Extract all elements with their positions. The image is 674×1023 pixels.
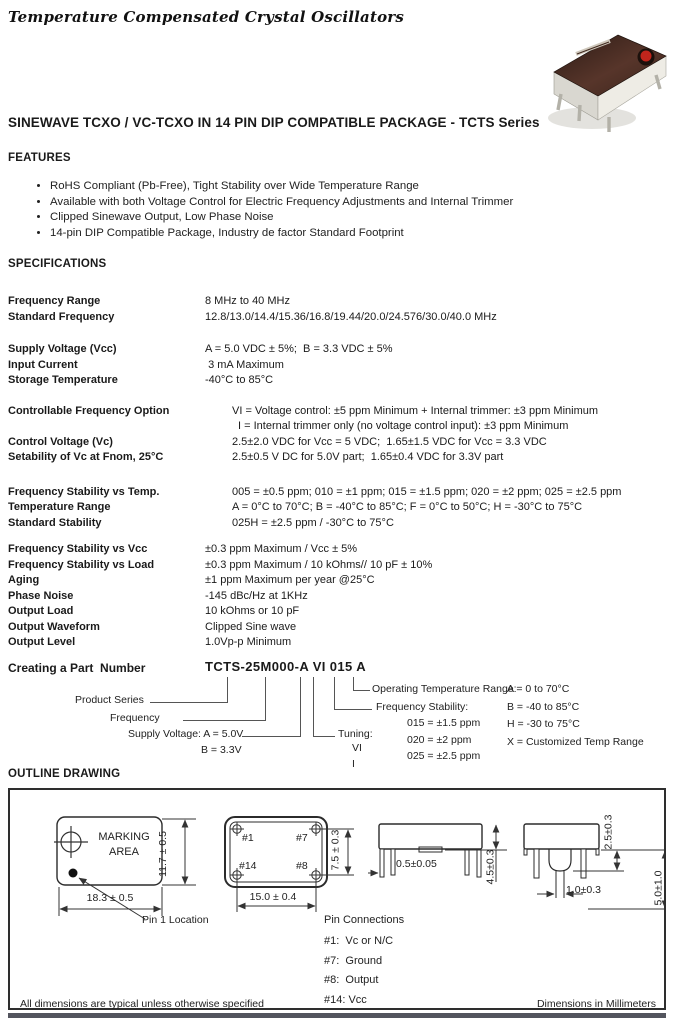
end-view-trimmer-dome — [549, 849, 571, 871]
dim-height-top-view: 11.7 ± 0.5 — [157, 831, 170, 877]
spec-value — [232, 485, 621, 501]
footer-bar — [8, 1013, 666, 1018]
pn-frequency-label: Frequency — [110, 712, 160, 724]
side-view-body — [379, 824, 482, 849]
marking-area-label — [88, 830, 160, 860]
pn-stability-option: 015 = ±1.5 ppm — [407, 717, 481, 729]
pn-stability-label: Frequency Stability: — [376, 701, 469, 713]
spec-value — [205, 558, 432, 574]
spec-value — [205, 310, 497, 326]
spec-label: Frequency Stability vs Load — [8, 558, 155, 571]
pin-label-8: #8 — [296, 860, 308, 872]
pn-tuning-option: I — [352, 758, 355, 770]
spec-value — [232, 450, 503, 466]
marking-line1: MARKING — [98, 831, 150, 843]
spec-value-line: ±0.3 ppm Maximum / Vcc ± 5% — [205, 543, 358, 555]
spec-row — [8, 342, 668, 358]
spec-row — [8, 358, 668, 374]
spec-group — [8, 485, 668, 532]
spec-label: Aging — [8, 574, 40, 586]
pn-tuning-label: Tuning: — [338, 728, 373, 740]
spec-label: Control Voltage (Vc) — [8, 435, 113, 448]
spec-row — [8, 500, 668, 516]
spec-value — [205, 573, 375, 589]
spec-value — [205, 373, 273, 389]
part-number-title: Creating a Part Number — [8, 661, 146, 675]
spec-row — [8, 620, 668, 636]
spec-value-line: VI = Voltage control: ±5 ppm Minimum + Internal trimmer: ±3 ppm Minimum — [232, 404, 599, 417]
spec-value-line: 005 = ±0.5 ppm; 010 = ±1 ppm; 015 = ±1.5 ppm; 020 = ±2 ppm; 025 = ±2.5 ppm — [232, 485, 622, 498]
features-list — [30, 179, 513, 241]
dim-pin-diameter: 1.0±0.3 — [566, 884, 601, 896]
end-view-pins — [524, 849, 599, 878]
pin-connection-item: #8: Output — [324, 974, 379, 986]
trimmer-crosshair-icon — [54, 826, 88, 858]
spec-value-line: 025H = ±2.5 ppm / -30°C to 75°C — [232, 516, 394, 529]
pin-connection-item: #7: Ground — [324, 954, 383, 967]
spec-label: Output Waveform — [8, 620, 100, 633]
dim-width-bottom-view: 15.0 ± 0.4 — [249, 891, 297, 903]
spec-value — [232, 516, 394, 532]
spec-value-line: 1.0Vp-p Minimum — [205, 636, 292, 648]
pin-label-7: #7 — [296, 832, 308, 844]
spec-row — [8, 373, 668, 389]
dim-width-top-view: 18.3 ± 0.5 — [86, 892, 134, 904]
spec-value-line: -145 dBc/Hz at 1KHz — [205, 589, 308, 602]
connector-tuning — [313, 677, 335, 737]
spec-value-line: 8 MHz to 40 MHz — [205, 295, 290, 307]
spec-value — [232, 500, 582, 516]
connector-supply-voltage — [242, 677, 301, 737]
pin-crosshair-icons — [230, 822, 323, 882]
spec-value — [205, 604, 299, 620]
connector-temp-range — [353, 677, 370, 691]
spec-label: Setability of Vc at Fnom, 25°C — [8, 451, 164, 463]
spec-value-line: 12.8/13.0/14.4/15.36/16.8/19.44/20.0/24.576/30.0/40.0 MHz — [205, 310, 497, 323]
spec-value — [205, 635, 291, 651]
pin-label-1: #1 — [242, 832, 254, 844]
product-photo — [546, 28, 674, 140]
spec-label: Standard Frequency — [8, 310, 115, 323]
spec-label: Supply Voltage (Vcc) — [8, 343, 117, 355]
spec-row — [8, 516, 668, 532]
main-heading: SINEWAVE TCXO / VC-TCXO IN 14 PIN DIP COMPATIBLE PACKAGE - TCTS Series — [8, 115, 540, 130]
outline-note-left: All dimensions are typical unless otherwise specified — [20, 998, 264, 1010]
spec-value-line: 2.5±0.5 V DC for 5.0V part; 1.65±0.4 VDC for 3.3V part — [232, 451, 504, 463]
pin-connection-item: #14: Vcc — [324, 993, 367, 1006]
features-title: FEATURES — [8, 152, 71, 164]
spec-row — [8, 435, 668, 451]
pn-tuning-option: VI — [352, 742, 362, 754]
pin1-dot — [69, 869, 78, 878]
spec-label: Output Load — [8, 605, 74, 617]
spec-value-line: ±0.3 ppm Maximum / 10 kOhms// 10 pF ± 10% — [205, 558, 433, 571]
spec-row — [8, 542, 668, 558]
spec-value-line: -40°C to 85°C — [205, 374, 274, 386]
pn-product-series-label: Product Series — [75, 694, 144, 706]
dim-body-height: 4.5±0.3 — [484, 849, 496, 885]
outline-box — [8, 788, 666, 1010]
spec-group — [8, 542, 668, 651]
pin1-location-label: Pin 1 Location — [142, 914, 209, 926]
spec-group — [8, 294, 668, 325]
spec-row — [8, 485, 668, 501]
spec-value — [205, 342, 393, 358]
spec-value — [205, 294, 290, 310]
pin-label-14: #14 — [239, 860, 257, 872]
trimmer-dot-red — [641, 51, 652, 62]
spec-row — [8, 310, 668, 326]
spec-row — [8, 573, 668, 589]
outline-note-right: Dimensions in Millimeters — [536, 998, 656, 1010]
outline-title: OUTLINE DRAWING — [8, 768, 121, 780]
pin-connection-item: #1: Vc or N/C — [324, 935, 394, 947]
bottom-view-inner — [230, 822, 322, 882]
pn-stability-option: 020 = ±2 ppm — [407, 733, 472, 746]
pin-connections-list — [324, 935, 393, 1013]
feature-item: • 14-pin DIP Compatible Package, Industry de factor Standard Footprint — [50, 226, 513, 242]
spec-value-line: I = Internal trimmer only (no voltage control input): ±3 ppm Minimum — [238, 420, 569, 432]
spec-label: Frequency Stability vs Vcc — [8, 543, 148, 555]
feature-item: • RoHS Compliant (Pb-Free), Tight Stability over Wide Temperature Range — [50, 179, 513, 195]
part-number-example: TCTS-25M000-A VI 015 A — [205, 659, 366, 674]
pn-temp-option: H = -30 to 75°C — [507, 718, 580, 730]
pn-temp-option: X = Customized Temp Range — [507, 735, 644, 748]
spec-row — [8, 450, 668, 466]
dim-pin-length: 5.0±1.0 — [652, 870, 664, 906]
dim-trimmer-height: 2.5±0.3 — [602, 814, 614, 850]
spec-row — [8, 294, 668, 310]
spec-label: Frequency Stability vs Temp. — [8, 485, 160, 498]
pn-temp-options — [507, 683, 644, 753]
spec-label: Controllable Frequency Option — [8, 404, 170, 417]
spec-value-line: 10 kOhms or 10 pF — [205, 605, 300, 617]
spec-value-line: Clipped Sine wave — [205, 620, 297, 633]
spec-row — [8, 604, 668, 620]
spec-row — [8, 635, 668, 651]
spec-row — [8, 404, 668, 435]
spec-label: Output Level — [8, 636, 76, 648]
spec-label: Input Current — [8, 358, 78, 371]
spec-label: Standard Stability — [8, 516, 102, 529]
feature-item: • Available with both Voltage Control for Electric Frequency Adjustments and Internal Trimmer — [50, 195, 513, 211]
spec-value — [205, 589, 308, 605]
spec-value-line: A = 0°C to 70°C; B = -40°C to 85°C; F = 0°C to 50°C; H = -30°C to 75°C — [232, 501, 583, 513]
spec-value-line: A = 5.0 VDC ± 5%; B = 3.3 VDC ± 5% — [205, 343, 393, 355]
spec-value — [232, 435, 547, 451]
marking-line2: AREA — [109, 846, 139, 858]
spec-label: Storage Temperature — [8, 374, 118, 386]
spec-row — [8, 558, 668, 574]
specifications-title: SPECIFICATIONS — [8, 258, 107, 270]
pin-connections-title: Pin Connections — [324, 914, 405, 926]
pn-supply-voltage-b: B = 3.3V — [201, 744, 242, 756]
feature-item: • Clipped Sinewave Output, Low Phase Noise — [50, 210, 513, 226]
pn-supply-voltage-label: Supply Voltage: A = 5.0V — [128, 728, 244, 740]
page-title: Temperature Compensated Crystal Oscillators — [8, 8, 405, 26]
pn-tuning-options — [352, 742, 362, 774]
pn-temp-option: A = 0 to 70°C — [507, 683, 570, 695]
pn-stability-options — [407, 717, 480, 767]
spec-group — [8, 404, 668, 466]
pn-temp-range-label: Operating Temperature Range: — [372, 683, 517, 695]
spec-row — [8, 589, 668, 605]
spec-value — [205, 542, 357, 558]
pn-temp-option: B = -40 to 85°C — [507, 700, 580, 713]
spec-value — [232, 404, 598, 435]
spec-value-line: ±1 ppm Maximum per year @25°C — [205, 574, 375, 586]
end-view-body — [524, 824, 599, 849]
spec-label: Temperature Range — [8, 501, 111, 513]
spec-value-line: 2.5±2.0 VDC for Vcc = 5 VDC; 1.65±1.5 VDC for Vcc = 3.3 VDC — [232, 435, 547, 448]
spec-label: Phase Noise — [8, 589, 74, 602]
dim-pin-width: 0.5±0.05 — [396, 858, 437, 870]
spec-value — [205, 358, 284, 374]
spec-value — [205, 620, 296, 636]
spec-group — [8, 342, 668, 389]
spec-groups — [8, 294, 668, 667]
spec-value-line: 3 mA Maximum — [205, 358, 284, 371]
dim-height-bottom-view: 7.5 ± 0.3 — [329, 829, 342, 871]
pn-stability-option: 025 = ±2.5 ppm — [407, 750, 481, 762]
spec-label: Frequency Range — [8, 295, 101, 307]
